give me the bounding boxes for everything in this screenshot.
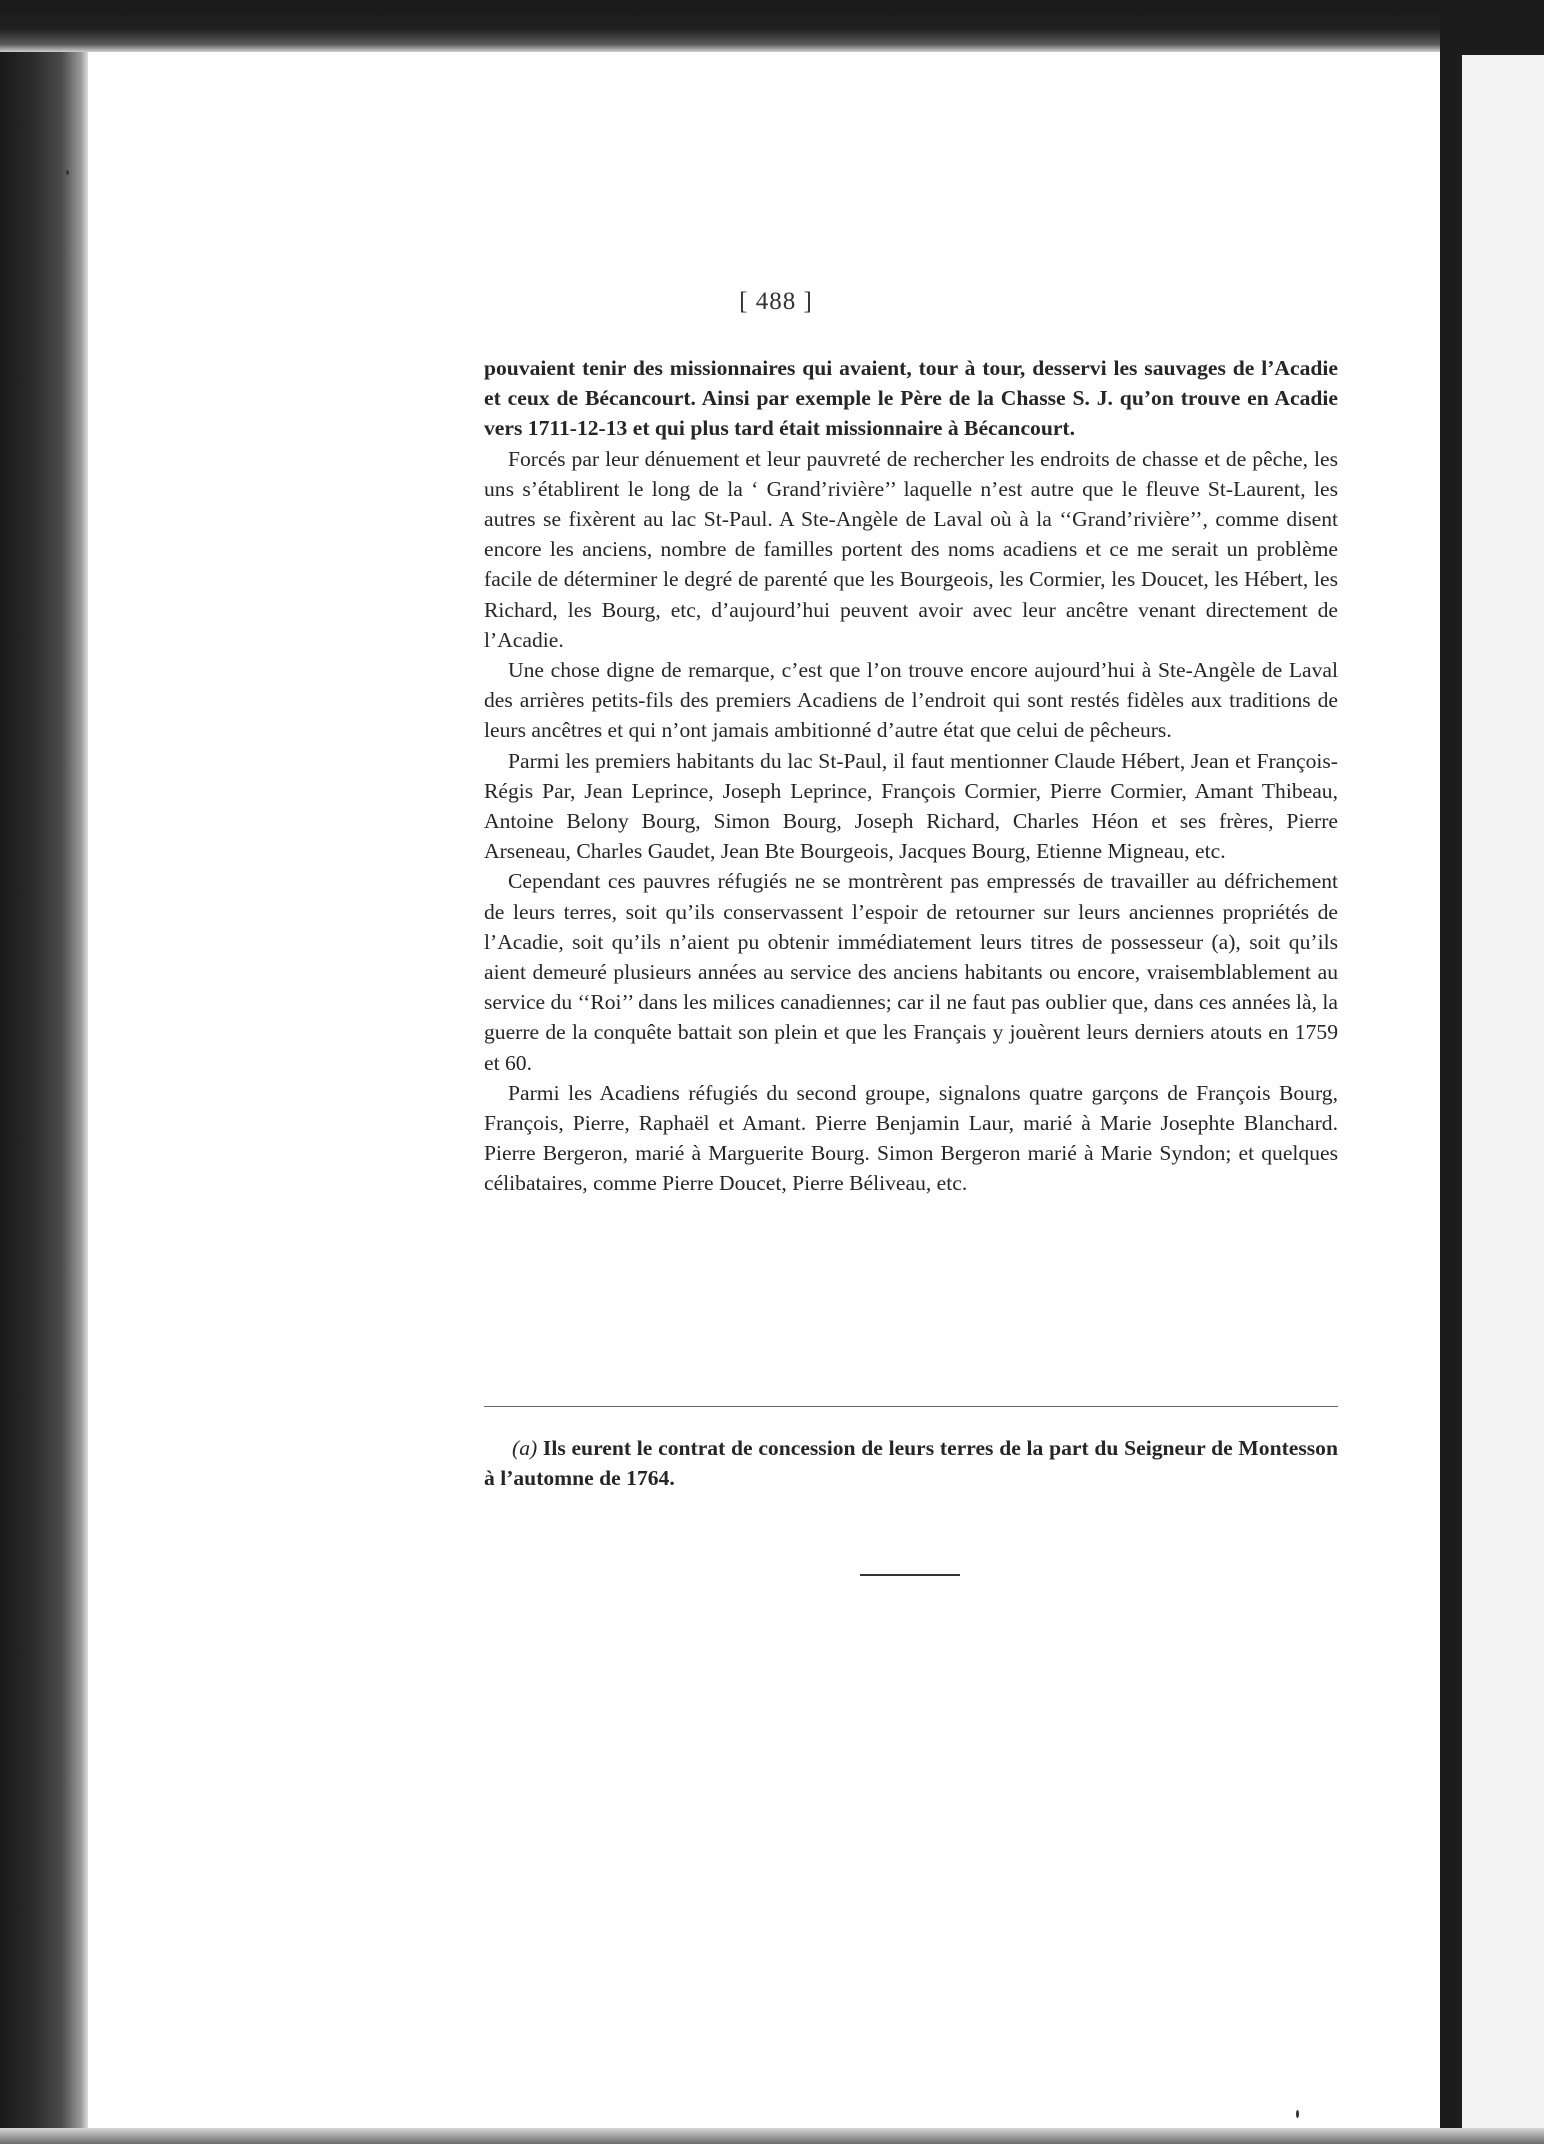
paragraph: Parmi les premiers habitants du lac St-Paul, il faut mentionner Claude Hébert, Jean et François-Régis Par, Jean Leprince, Joseph Leprince, François Cormier, Pierre Cormier, Amant Thibeau, Antoine Belony Bourg, Simon Bourg, Joseph Richard, Charles Héon et ses frères, Pierre Arseneau, Charles Gaudet, Jean Bte Bourgeois, Jacques Bourg, Etienne Migneau, etc. xyxy=(484,748,1338,864)
footnote-separator xyxy=(484,1406,1338,1407)
scan-bottom-border xyxy=(0,2128,1544,2144)
page-number: [ 488 ] xyxy=(739,288,813,315)
footnote-text: Ils eurent le contrat de concession de leurs terres de la part du Seigneur de Montesson à l’automne de 1764. xyxy=(484,1436,1338,1490)
scan-speck xyxy=(66,170,69,175)
paragraph: Parmi les Acadiens réfugiés du second groupe, signalons quatre garçons de François Bourg, François, Pierre, Raphaël et Amant. Pierre Benjamin Laur, marié à Marie Josephte Blanchard. Pierre Bergeron, marié à Marguerite Bourg. Simon Bergeron marié à Marie Syndon; et quelques célibataires, comme Pierre Doucet, Pierre Béliveau, etc. xyxy=(484,1080,1338,1196)
paragraph: Une chose digne de remarque, c’est que l’on trouve encore aujourd’hui à Ste-Angèle de Laval des arrières petits-fils des premiers Acadiens de l’endroit qui sont restés fidèles aux traditions de leurs ancêtres et qui n’ont jamais ambitionné d’autre état que celui de pêcheurs. xyxy=(484,658,1338,743)
paragraph-continuation: pouvaient tenir des missionnaires qui avaient, tour à tour, desservi les sauvages de l’Acadie et ceux de Bécancourt. Ainsi par exemple le Père de la Chasse S. J. qu’on trouve en Acadie vers 1711-12-13 et qui plus tard était missionnaire à Bécancourt. xyxy=(484,356,1338,441)
scan-left-border xyxy=(0,0,88,2144)
footnote-marker: (a) xyxy=(512,1436,538,1460)
end-of-page-rule xyxy=(860,1574,960,1576)
paragraph: Cependant ces pauvres réfugiés ne se montrèrent pas empressés de travailler au défrichement de leurs terres, soit qu’ils conservassent l’espoir de retourner sur leurs anciennes propriétés de l’Acadie, soit qu’ils n’aient pu obtenir immédiatement leurs titres de possesseur (a), soit qu’ils aient demeuré plusieurs années au service des anciens habitants ou encore, vraisemblablement au service du ‘‘Roi’’ dans les milices canadiennes; car il ne faut pas oublier que, dans ces années là, la guerre de la conquête battait son plein et que les Français y jouèrent leurs derniers atouts en 1759 et 60. xyxy=(484,869,1338,1075)
scan-speck xyxy=(1296,2110,1299,2118)
scan-top-border xyxy=(0,0,1544,52)
body-text xyxy=(484,353,1338,1199)
paragraph: Forcés par leur dénuement et leur pauvreté de rechercher les endroits de chasse et de pêche, les uns s’établirent le long de la ‘ Grand’rivière’’ laquelle n’est autre que le fleuve St-Laurent, les autres se fixèrent au lac St-Paul. A Ste-Angèle de Laval où à la ‘‘Grand’rivière’’, comme disent encore les anciens, nombre de familles portent des noms acadiens et ce me serait un problème facile de déterminer le degré de parenté que les Bourgeois, les Cormier, les Doucet, les Hébert, les Richard, les Bourg, etc, d’aujourd’hui peuvent avoir avec leur ancêtre venant directement de l’Acadie. xyxy=(484,446,1338,652)
footnote xyxy=(484,1433,1338,1493)
adjacent-page-edge xyxy=(1462,55,1544,2144)
